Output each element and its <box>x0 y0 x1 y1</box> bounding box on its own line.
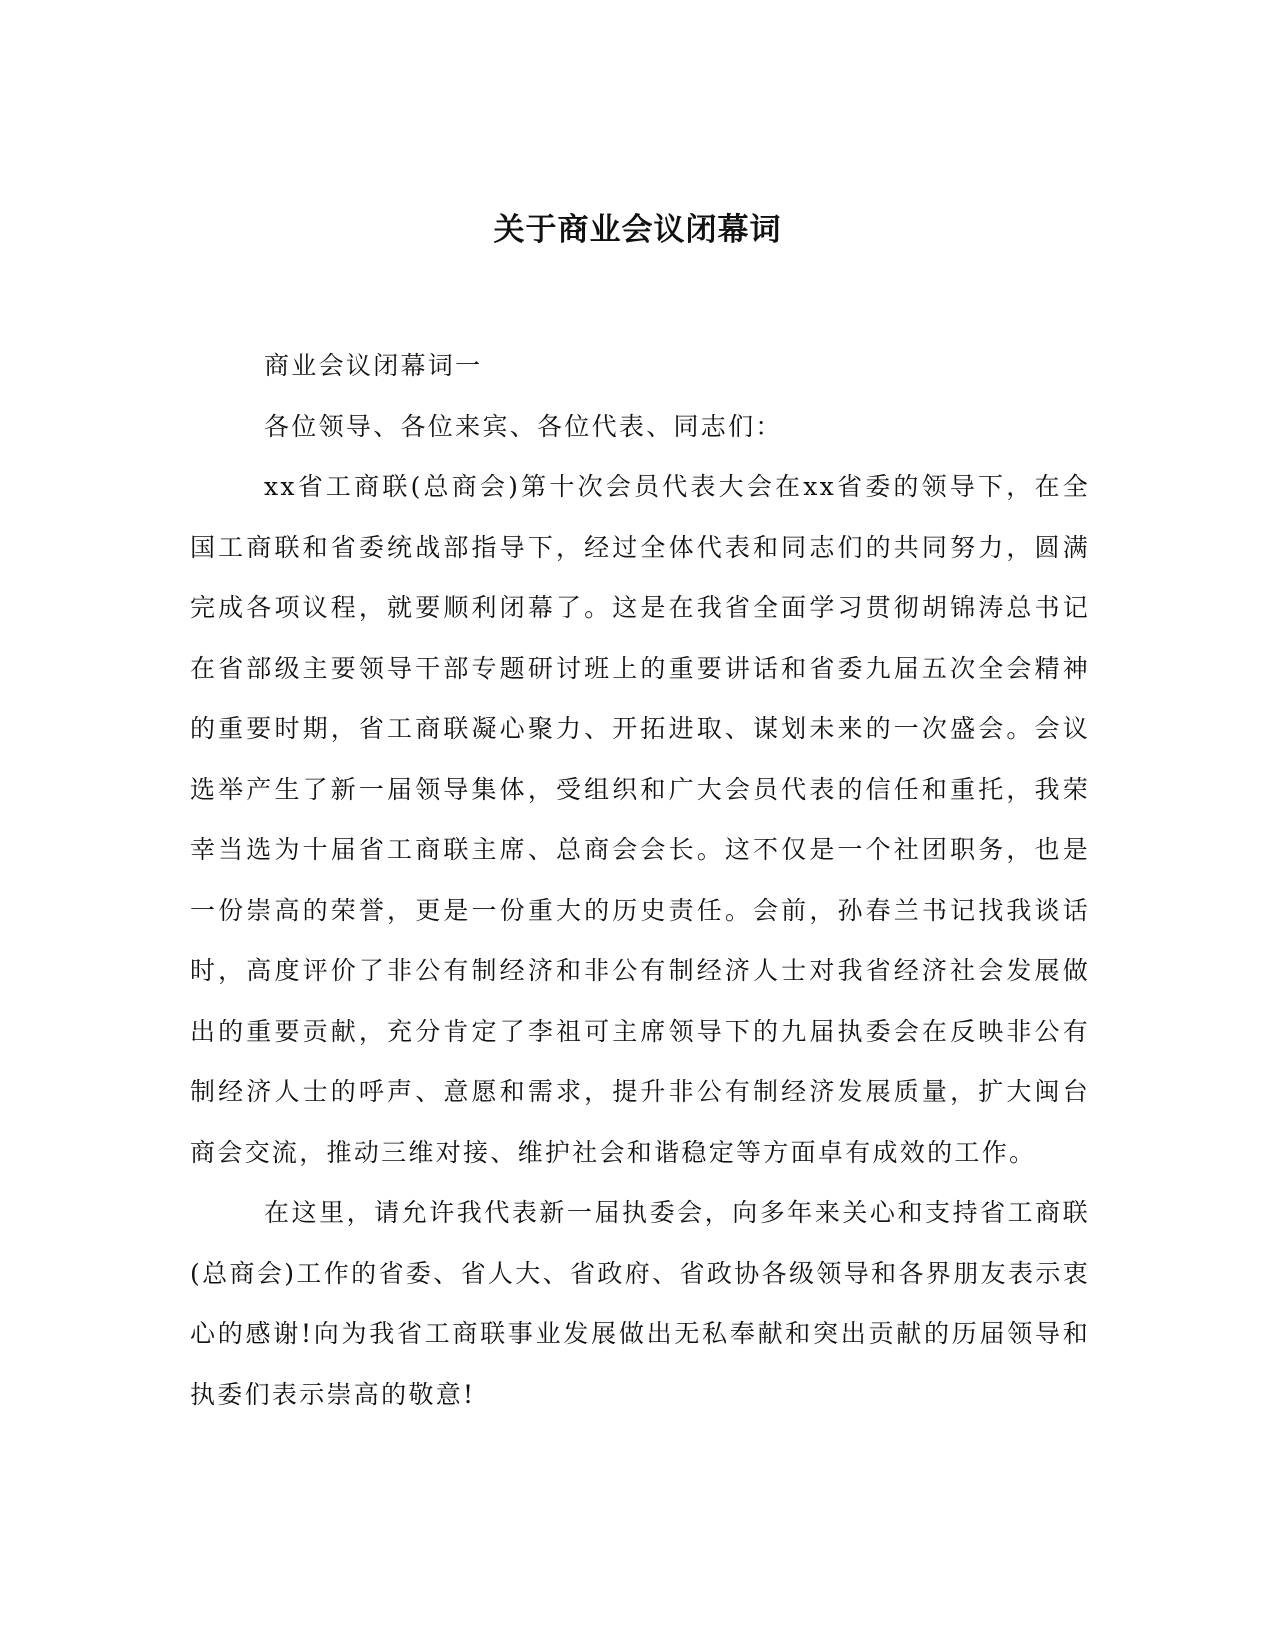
section-heading: 商业会议闭幕词一 <box>264 351 483 380</box>
body-paragraph: 在这里，请允许我代表新一届执委会，向多年来关心和支持省工商联(总商会)工作的省委、省人大、省政府、省政协各级领导和各界朋友表示衷心的感谢!向为我省工商联事业发展做出无私奉献和突出贡献的历届领导和执委们表示崇高的敬意! <box>190 1198 1090 1409</box>
body-paragraph: xx省工商联(总商会)第十次会员代表大会在xx省委的领导下，在全国工商联和省委统战部指导下，经过全体代表和同志们的共同努力，圆满完成各项议程，就要顺利闭幕了。这是在我省全面学习贯彻胡锦涛总书记在省部级主要领导干部专题研讨班上的重要讲话和省委九届五次全会精神的重要时期，省工商联凝心聚力、开拓进取、谋划未来的一次盛会。会议选举产生了新一届领导集体，受组织和广大会员代表的信任和重托，我荣幸当选为十届省工商联主席、总商会会长。这不仅是一个社团职务，也是一份崇高的荣誉，更是一份重大的历史责任。会前，孙春兰书记找我谈话时，高度评价了非公有制经济和非公有制经济人士对我省经济社会发展做出的重要贡献，充分肯定了李祖可主席领导下的九届执委会在反映非公有制经济人士的呼声、意愿和需求，提升非公有制经济发展质量，扩大闽台商会交流，推动三维对接、维护社会和谐稳定等方面卓有成效的工作。 <box>190 472 1090 1167</box>
document-body <box>190 336 1090 1425</box>
salutation-paragraph: 各位领导、各位来宾、各位代表、同志们： <box>264 411 783 441</box>
document-title: 关于商业会议闭幕词 <box>493 212 782 248</box>
